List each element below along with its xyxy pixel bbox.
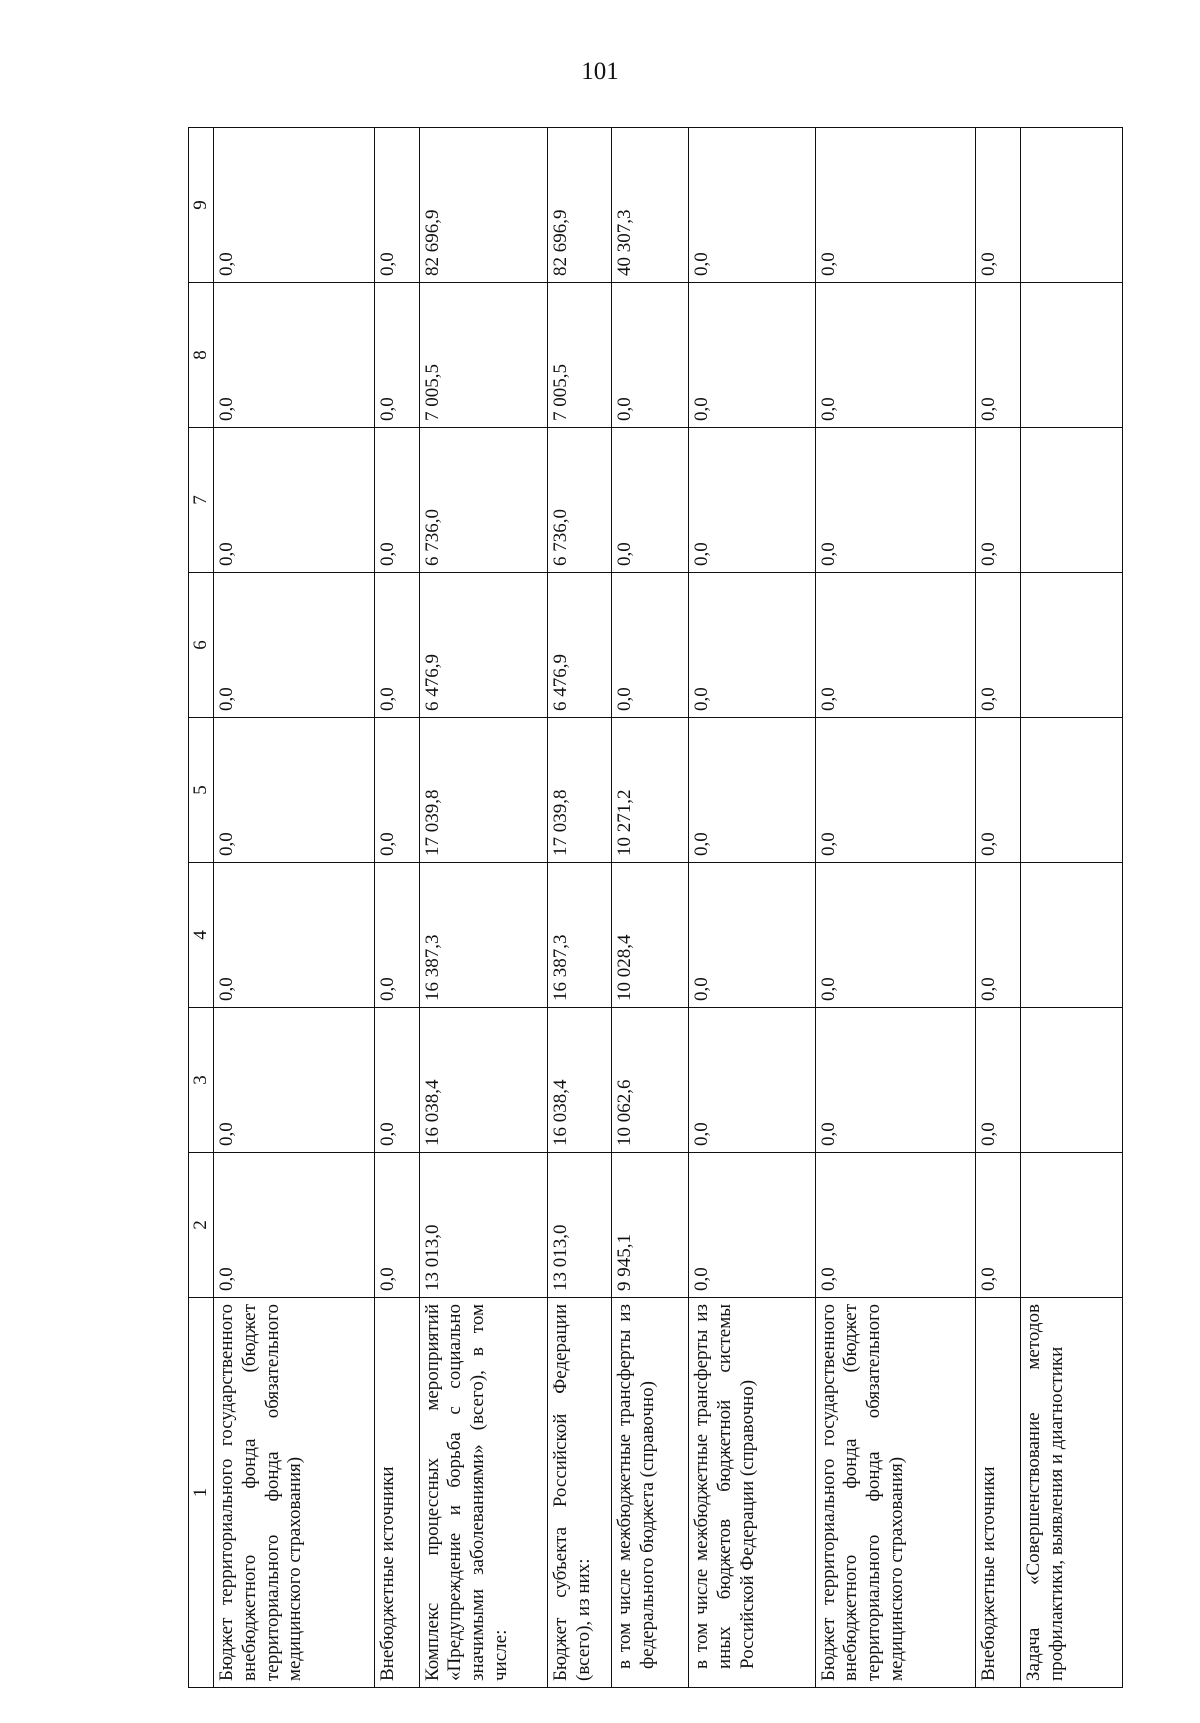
cell-value [1021, 128, 1123, 283]
table-header-row [189, 128, 214, 1688]
cell-value: 0,0 [214, 1008, 375, 1153]
cell-value: 0,0 [976, 128, 1021, 283]
row-label: Бюджет территориального государственного внебюджетного фонда (бюджет территориального фонда обязательного медицинского страхования) [214, 1298, 375, 1688]
cell-value: 6 476,9 [548, 573, 612, 718]
cell-value: 6 736,0 [419, 428, 547, 573]
cell-value: 0,0 [214, 573, 375, 718]
table-row [419, 128, 547, 1688]
cell-value: 0,0 [976, 1153, 1021, 1298]
column-header-3: 3 [189, 1008, 214, 1153]
cell-value [1021, 1153, 1123, 1298]
cell-value: 0,0 [374, 863, 419, 1008]
cell-value: 0,0 [976, 718, 1021, 863]
row-label: в том числе межбюджетные трансферты из иных бюджетов бюджетной системы Российской Федерации (справочно) [689, 1298, 815, 1688]
cell-value: 0,0 [214, 718, 375, 863]
cell-value: 0,0 [815, 573, 976, 718]
cell-value: 0,0 [815, 718, 976, 863]
cell-value: 0,0 [976, 1008, 1021, 1153]
cell-value: 0,0 [815, 1153, 976, 1298]
row-label: Бюджет субъекта Российской Федерации (всего), из них: [548, 1298, 612, 1688]
table-body [214, 128, 1123, 1688]
cell-value: 0,0 [612, 573, 689, 718]
cell-value: 0,0 [689, 428, 815, 573]
cell-value: 0,0 [214, 283, 375, 428]
column-header-8: 8 [189, 283, 214, 428]
cell-value [1021, 428, 1123, 573]
cell-value: 0,0 [976, 428, 1021, 573]
column-header-5: 5 [189, 718, 214, 863]
column-header-7: 7 [189, 428, 214, 573]
table-row [548, 128, 612, 1688]
cell-value [1021, 718, 1123, 863]
page-number: 101 [581, 58, 619, 85]
table-row [689, 128, 815, 1688]
column-header-6: 6 [189, 573, 214, 718]
cell-value [1021, 283, 1123, 428]
cell-value: 0,0 [214, 1153, 375, 1298]
cell-value: 0,0 [689, 128, 815, 283]
cell-value: 0,0 [689, 863, 815, 1008]
row-label: Внебюджетные источники [374, 1298, 419, 1688]
cell-value: 40 307,3 [612, 128, 689, 283]
cell-value: 9 945,1 [612, 1153, 689, 1298]
cell-value: 0,0 [815, 1008, 976, 1153]
cell-value: 0,0 [976, 863, 1021, 1008]
column-header-9: 9 [189, 128, 214, 283]
cell-value: 0,0 [374, 1153, 419, 1298]
row-label: Бюджет территориального государственного внебюджетного фонда (бюджет территориального фонда обязательного медицинского страхования) [815, 1298, 976, 1688]
cell-value: 17 039,8 [419, 718, 547, 863]
cell-value: 0,0 [374, 1008, 419, 1153]
cell-value: 17 039,8 [548, 718, 612, 863]
cell-value: 16 387,3 [419, 863, 547, 1008]
cell-value: 0,0 [689, 1008, 815, 1153]
table-row [1021, 128, 1123, 1688]
cell-value: 13 013,0 [548, 1153, 612, 1298]
column-header-4: 4 [189, 863, 214, 1008]
column-header-2: 2 [189, 1153, 214, 1298]
cell-value: 0,0 [374, 573, 419, 718]
cell-value: 13 013,0 [419, 1153, 547, 1298]
cell-value [1021, 1008, 1123, 1153]
cell-value: 16 038,4 [548, 1008, 612, 1153]
table-row [612, 128, 689, 1688]
cell-value: 0,0 [214, 428, 375, 573]
cell-value: 0,0 [815, 283, 976, 428]
cell-value: 0,0 [815, 863, 976, 1008]
column-header-1: 1 [189, 1298, 214, 1688]
cell-value: 0,0 [214, 128, 375, 283]
row-label: Комплекс процессных мероприятий «Предупреждение и борьба с социально значимыми заболеваниями» (всего), в том числе: [419, 1298, 547, 1688]
cell-value: 0,0 [815, 128, 976, 283]
cell-value: 6 736,0 [548, 428, 612, 573]
cell-value: 0,0 [374, 718, 419, 863]
cell-value: 0,0 [374, 128, 419, 283]
cell-value: 0,0 [612, 283, 689, 428]
cell-value: 10 062,6 [612, 1008, 689, 1153]
cell-value: 16 038,4 [419, 1008, 547, 1153]
cell-value: 7 005,5 [548, 283, 612, 428]
cell-value: 6 476,9 [419, 573, 547, 718]
cell-value: 0,0 [374, 283, 419, 428]
cell-value: 10 028,4 [612, 863, 689, 1008]
cell-value: 0,0 [976, 573, 1021, 718]
cell-value: 16 387,3 [548, 863, 612, 1008]
cell-value [1021, 863, 1123, 1008]
cell-value: 0,0 [689, 573, 815, 718]
table-row [815, 128, 976, 1688]
budget-table [188, 127, 1123, 1688]
row-label: Внебюджетные источники [976, 1298, 1021, 1688]
table-row [976, 128, 1021, 1688]
cell-value: 0,0 [214, 863, 375, 1008]
cell-value: 0,0 [976, 283, 1021, 428]
cell-value: 0,0 [612, 428, 689, 573]
cell-value: 0,0 [374, 428, 419, 573]
budget-table-container [188, 128, 1123, 1688]
cell-value [1021, 573, 1123, 718]
cell-value: 82 696,9 [548, 128, 612, 283]
cell-value: 82 696,9 [419, 128, 547, 283]
cell-value: 0,0 [689, 283, 815, 428]
table-row [214, 128, 375, 1688]
table-row [374, 128, 419, 1688]
cell-value: 7 005,5 [419, 283, 547, 428]
cell-value: 10 271,2 [612, 718, 689, 863]
row-label: Задача «Совершенствование методов профилактики, выявления и диагностики [1021, 1298, 1123, 1688]
row-label: в том числе межбюджетные трансферты из федерального бюджета (справочно) [612, 1298, 689, 1688]
cell-value: 0,0 [689, 718, 815, 863]
cell-value: 0,0 [689, 1153, 815, 1298]
cell-value: 0,0 [815, 428, 976, 573]
